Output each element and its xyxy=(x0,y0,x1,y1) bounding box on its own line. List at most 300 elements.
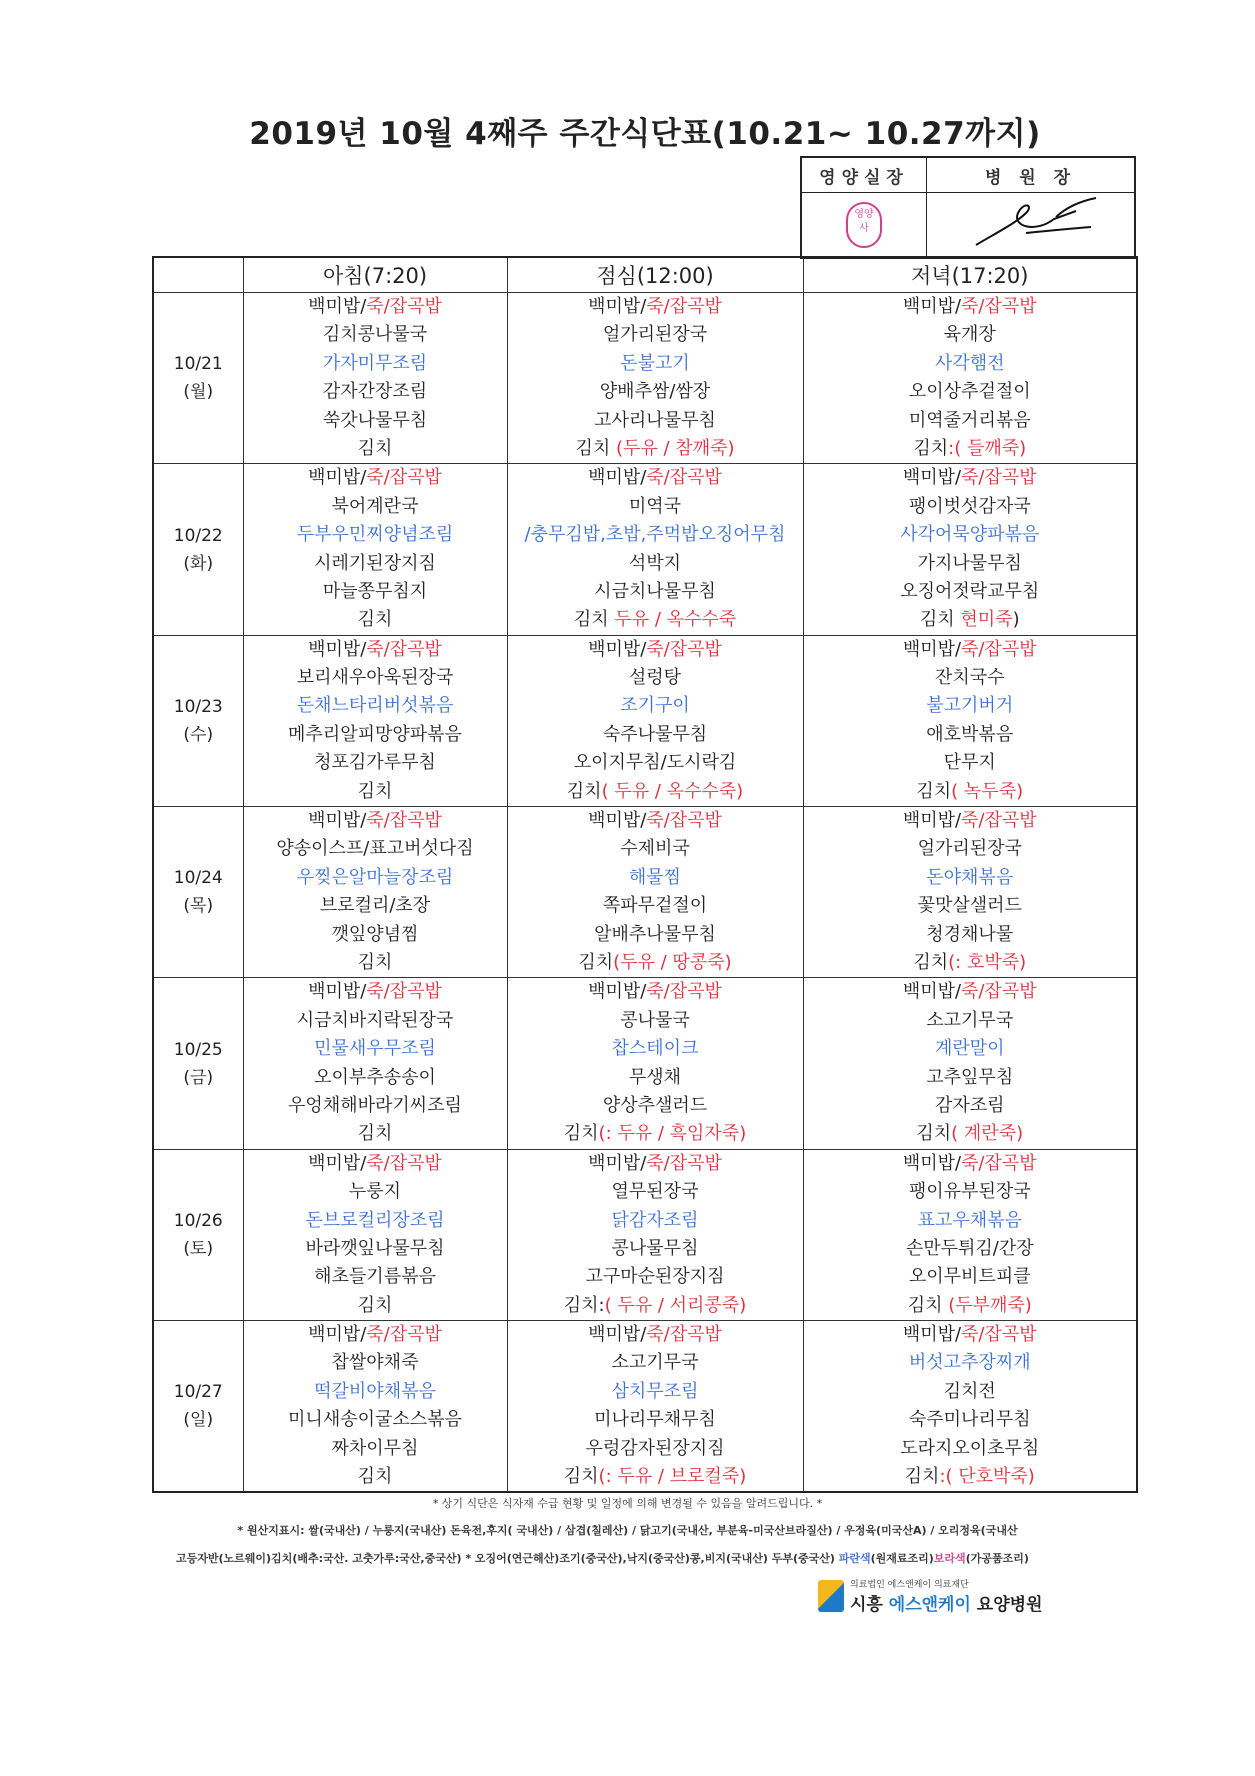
menu-item xyxy=(508,807,803,835)
day-date: 10/23 xyxy=(173,696,223,717)
menu-item-text: 조기구이 xyxy=(620,695,690,717)
menu-item xyxy=(508,835,803,863)
menu-item-text: 김치전 xyxy=(943,1380,996,1402)
breakfast-cell xyxy=(243,1321,507,1493)
menu-item xyxy=(804,1321,1137,1349)
hospital-logo xyxy=(818,1577,1043,1615)
menu-item-text: 해물찜 xyxy=(628,866,682,888)
menu-item xyxy=(244,1150,507,1178)
menu-item-text: 우엉채해바라기씨조림 xyxy=(288,1094,462,1116)
menu-item-text: 김치 xyxy=(357,780,393,802)
menu-item-text: 죽/잡곡밥 xyxy=(961,981,1037,1003)
menu-item xyxy=(804,464,1137,492)
menu-item-text: 팽이벗섯감자국 xyxy=(908,495,1031,517)
menu-item-text: 백미밥/ xyxy=(588,1152,647,1174)
menu-item-text: 애호박볶음 xyxy=(926,723,1014,745)
menu-item-text: 오징어젓락교무침 xyxy=(900,580,1040,602)
menu-item xyxy=(244,1178,507,1206)
menu-item-text: 꽃맛살샐러드 xyxy=(917,895,1022,917)
menu-item-text: 김치 xyxy=(913,437,949,459)
menu-item-text: 백미밥/ xyxy=(588,296,647,317)
day-date-cell xyxy=(153,807,243,978)
menu-item xyxy=(508,978,803,1006)
menu-item-text: 미역줄거리볶음 xyxy=(908,409,1031,431)
breakfast-cell xyxy=(243,807,507,978)
menu-item-text: 손만두튀김/간장 xyxy=(905,1237,1034,1259)
menu-item xyxy=(804,321,1137,349)
dinner-cell xyxy=(803,635,1137,806)
menu-item-text: 숙주미나리무침 xyxy=(908,1409,1031,1431)
menu-item-text: 청포김가루무침 xyxy=(314,752,436,774)
day-row xyxy=(153,293,1137,464)
approval-box xyxy=(800,156,1136,259)
day-weekday: (토) xyxy=(183,1238,214,1259)
menu-item xyxy=(244,1406,507,1434)
day-date-cell xyxy=(153,1149,243,1320)
menu-item-text: 김치 xyxy=(357,437,393,459)
breakfast-cell xyxy=(243,978,507,1149)
menu-item-text: 김치 xyxy=(575,437,616,459)
menu-item xyxy=(244,721,507,749)
day-weekday: (수) xyxy=(183,724,214,745)
menu-item-text: 도라지오이초무침 xyxy=(900,1437,1040,1459)
menu-item-text: 보리새우아욱된장국 xyxy=(296,667,454,689)
menu-item xyxy=(804,407,1137,435)
menu-item xyxy=(804,1092,1137,1120)
menu-item xyxy=(508,550,803,578)
menu-item xyxy=(508,1178,803,1206)
menu-item-text: 백미밥/ xyxy=(308,810,367,832)
menu-item-text: 백미밥/ xyxy=(308,638,367,660)
day-date-cell xyxy=(153,635,243,806)
menu-item-text: 양상추샐러드 xyxy=(602,1094,708,1116)
menu-item xyxy=(804,664,1137,692)
menu-item-text: 팽이유부된장국 xyxy=(908,1181,1031,1203)
menu-item xyxy=(804,636,1137,664)
menu-item xyxy=(508,1064,803,1092)
origin-text-2 xyxy=(176,1550,1029,1566)
notice-text: * 상기 식단은 식자재 수급 현황 및 일정에 의해 변경될 수 있음을 알려드립니다. * xyxy=(432,1497,823,1510)
hospital-logo-icon xyxy=(818,1580,844,1612)
menu-item xyxy=(804,378,1137,406)
menu-item-text: 백미밥/ xyxy=(588,638,647,660)
lunch-cell xyxy=(507,293,803,464)
menu-item-text: 무생채 xyxy=(628,1066,682,1088)
menu-item xyxy=(244,892,507,920)
menu-item-text: 사각햄전 xyxy=(934,352,1005,374)
menu-item-text: ( 계란죽) xyxy=(951,1123,1024,1145)
menu-item-text: 양송이스프/표고버섯다짐 xyxy=(276,838,474,860)
lunch-cell xyxy=(507,978,803,1149)
menu-item-text: 짜차이무침 xyxy=(331,1437,419,1459)
dinner-cell xyxy=(803,1149,1137,1320)
menu-item xyxy=(244,835,507,863)
menu-item-text: (: 두유 / 흑임자죽) xyxy=(598,1123,747,1145)
menu-item-text: ( 두유 / 서리콩죽) xyxy=(604,1294,747,1316)
menu-item xyxy=(804,749,1137,777)
menu-item-text: :( 들깨죽) xyxy=(948,437,1027,459)
menu-item xyxy=(508,578,803,606)
menu-item xyxy=(804,921,1137,949)
menu-item xyxy=(804,1378,1137,1406)
menu-item xyxy=(508,350,803,378)
menu-item-text: 백미밥/ xyxy=(588,467,647,489)
menu-item-text: 미니새송이굴소스볶음 xyxy=(288,1409,462,1431)
menu-item xyxy=(804,692,1137,720)
menu-item xyxy=(244,578,507,606)
day-weekday: (월) xyxy=(183,382,214,403)
menu-item xyxy=(508,321,803,349)
menu-item-text: 죽/잡곡밥 xyxy=(646,1324,722,1346)
menu-item-text: 두부우민찌양념조림 xyxy=(296,524,454,546)
menu-item-text: 백미밥/ xyxy=(902,1324,962,1346)
menu-item xyxy=(508,464,803,492)
menu-item xyxy=(508,1406,803,1434)
menu-item xyxy=(804,1292,1137,1320)
dietitian-stamp-cell xyxy=(801,193,927,259)
menu-item-text: 죽/잡곡밥 xyxy=(646,638,722,660)
menu-item xyxy=(244,664,507,692)
menu-item-text: 메추리알피망양파볶음 xyxy=(288,723,462,745)
menu-item-text: 두유 / 옥수수죽 xyxy=(614,609,737,631)
menu-item-text: ( 두유 / 옥수수죽) xyxy=(601,780,744,802)
menu-item xyxy=(508,692,803,720)
menu-item xyxy=(804,578,1137,606)
menu-item-text: 죽/잡곡밥 xyxy=(366,467,442,489)
menu-item xyxy=(244,378,507,406)
director-signature xyxy=(956,193,1106,253)
menu-item xyxy=(508,749,803,777)
menu-item-text: 백미밥/ xyxy=(308,1152,367,1174)
menu-item-text: 죽/잡곡밥 xyxy=(366,296,442,317)
menu-item-text: 백미밥/ xyxy=(902,981,962,1003)
menu-item xyxy=(508,521,803,549)
day-date: 10/21 xyxy=(173,354,223,375)
menu-item-text: 죽/잡곡밥 xyxy=(961,1152,1037,1174)
menu-item xyxy=(508,378,803,406)
menu-item xyxy=(244,1035,507,1063)
menu-item-text: 우렁감자된장지짐 xyxy=(585,1437,725,1459)
menu-table xyxy=(152,256,1138,1493)
menu-item xyxy=(244,807,507,835)
menu-item xyxy=(508,664,803,692)
page-title: 2019년 10월 4째주 주간식단표(10.21~ 10.27까지) xyxy=(249,116,1041,152)
menu-item xyxy=(244,1120,507,1148)
menu-item-text: :( 단호박죽) xyxy=(939,1466,1035,1488)
menu-item xyxy=(508,1321,803,1349)
menu-item-text: /충무김밥,초밥,주먹밥오징어무침 xyxy=(524,524,786,546)
menu-item-text: 콩나물무침 xyxy=(611,1237,699,1259)
legend-blue-desc: (원재료조리) xyxy=(870,1552,934,1565)
menu-item xyxy=(804,978,1137,1006)
hospital-name-accent: 에스앤케이 xyxy=(888,1595,971,1615)
menu-item xyxy=(508,407,803,435)
menu-item-text: 단무지 xyxy=(943,752,996,774)
menu-item-text: 고추잎무침 xyxy=(926,1066,1014,1088)
menu-item-text: 고사리나물무침 xyxy=(594,409,716,431)
menu-item xyxy=(804,1207,1137,1235)
menu-item xyxy=(244,321,507,349)
menu-item xyxy=(508,493,803,521)
menu-item xyxy=(508,1035,803,1063)
breakfast-header: 아침(7:20) xyxy=(243,257,507,293)
menu-item-text: 열무된장국 xyxy=(611,1181,699,1203)
menu-item xyxy=(804,1120,1137,1148)
menu-item-text: 오이상추겉절이 xyxy=(908,381,1031,403)
origin-text-2-main: 고등자반(노르웨이)김치(배추:국산. 고춧가루:국산,중국산) * 오징어(연근해산)조기(중국산),낙지(중국산)콩,비지(국내산) 두부(중국산) xyxy=(176,1552,839,1565)
menu-item-text: 얼가리된장국 xyxy=(917,838,1022,860)
menu-item-text: (: 호박죽) xyxy=(948,951,1027,973)
menu-item-text: 청경채나물 xyxy=(926,923,1014,945)
menu-item xyxy=(244,293,507,321)
breakfast-cell xyxy=(243,635,507,806)
menu-item-text: 숙주나물무침 xyxy=(602,723,708,745)
menu-item xyxy=(508,1263,803,1291)
menu-item xyxy=(804,1263,1137,1291)
menu-item-text: 죽/잡곡밥 xyxy=(646,296,722,317)
day-date: 10/27 xyxy=(173,1382,223,1403)
hospital-name-prefix: 시흥 xyxy=(850,1595,889,1615)
menu-item-text: 쑥갓나물무침 xyxy=(322,409,428,431)
day-row xyxy=(153,464,1137,635)
menu-item-text: 감자조림 xyxy=(934,1094,1005,1116)
menu-item-text: (두부깨죽) xyxy=(948,1294,1032,1316)
menu-item xyxy=(804,835,1137,863)
menu-item-text: 얼가리된장국 xyxy=(602,324,708,346)
menu-item-text: 감자간장조림 xyxy=(322,381,428,403)
day-row xyxy=(153,635,1137,806)
menu-item-text: 닭감자조림 xyxy=(611,1209,699,1231)
menu-item-text: 민물새우무조림 xyxy=(314,1038,436,1060)
menu-item-text: 돈브로컬리장조림 xyxy=(305,1209,445,1231)
menu-item xyxy=(508,921,803,949)
menu-item-text: 죽/잡곡밥 xyxy=(961,296,1037,317)
menu-item xyxy=(804,350,1137,378)
menu-item-text: 미나리무채무침 xyxy=(594,1409,716,1431)
day-row xyxy=(153,978,1137,1149)
day-date: 10/26 xyxy=(173,1210,223,1231)
menu-item xyxy=(508,1092,803,1120)
day-date: 10/22 xyxy=(173,525,223,546)
menu-item xyxy=(804,435,1137,463)
menu-item-text: 바라깻잎나물무침 xyxy=(305,1237,445,1259)
menu-item xyxy=(804,1150,1137,1178)
menu-item-text: 백미밥/ xyxy=(588,981,647,1003)
menu-item-text: 오이지무침/도시락김 xyxy=(573,752,737,774)
hospital-name xyxy=(850,1590,1043,1615)
menu-item-text: 삼치무조림 xyxy=(611,1380,699,1402)
menu-item xyxy=(804,1007,1137,1035)
day-date-cell xyxy=(153,464,243,635)
menu-item-text: 해초들기름볶음 xyxy=(314,1266,436,1288)
day-date: 10/24 xyxy=(173,868,223,889)
day-row xyxy=(153,1321,1137,1493)
menu-item-text: 미역국 xyxy=(628,495,682,517)
menu-item-text: 육개장 xyxy=(943,324,996,346)
menu-item xyxy=(508,1435,803,1463)
day-date-cell xyxy=(153,293,243,464)
dinner-header: 저녁(17:20) xyxy=(803,257,1137,293)
menu-item-text: (두유 / 참깨죽) xyxy=(616,437,735,459)
menu-item-text: 양배추쌈/쌈장 xyxy=(599,381,711,403)
menu-item-text: 현미죽 xyxy=(960,609,1013,631)
menu-item-text: 콩나물국 xyxy=(620,1009,690,1031)
menu-item-text: 김치 xyxy=(919,609,961,631)
menu-item xyxy=(244,921,507,949)
menu-item xyxy=(244,1321,507,1349)
menu-item-text: 마늘쫑무침지 xyxy=(322,580,428,602)
menu-item-text: 오이무비트피클 xyxy=(908,1266,1031,1288)
menu-item-text: 계란말이 xyxy=(934,1038,1005,1060)
menu-item xyxy=(804,1235,1137,1263)
breakfast-cell xyxy=(243,293,507,464)
menu-item-text: (두유 / 땅콩죽) xyxy=(613,951,732,973)
menu-item xyxy=(508,1292,803,1320)
menu-item xyxy=(508,1120,803,1148)
menu-item xyxy=(508,1150,803,1178)
menu-item xyxy=(244,692,507,720)
menu-item-text: 소고기무국 xyxy=(926,1009,1014,1031)
day-date: 10/25 xyxy=(173,1039,223,1060)
menu-item xyxy=(508,1207,803,1235)
corner-header xyxy=(153,257,243,293)
menu-item xyxy=(508,778,803,806)
menu-item xyxy=(804,807,1137,835)
menu-item xyxy=(508,1235,803,1263)
menu-item-text: 알배추나물무침 xyxy=(594,923,716,945)
menu-item-text: 김치 xyxy=(357,951,393,973)
dietitian-label: 영양실장 xyxy=(801,157,927,193)
menu-item-text: 가자미무조림 xyxy=(322,352,428,374)
legend-pink-desc: (가공품조리) xyxy=(965,1552,1029,1565)
hospital-subtitle: 의료법인 에스앤케이 의료재단 xyxy=(850,1580,969,1590)
menu-item xyxy=(244,636,507,664)
lunch-cell xyxy=(507,464,803,635)
menu-item-text: 김치 xyxy=(916,1123,952,1145)
menu-item xyxy=(244,493,507,521)
menu-item xyxy=(244,1064,507,1092)
menu-item-text: 백미밥/ xyxy=(308,981,367,1003)
breakfast-cell xyxy=(243,1149,507,1320)
dietitian-stamp: 영양 사 xyxy=(846,202,882,248)
menu-body xyxy=(153,293,1137,1493)
menu-item-text: 백미밥/ xyxy=(588,1324,647,1346)
menu-item-text: 깻잎양념찜 xyxy=(331,923,419,945)
menu-item xyxy=(244,1263,507,1291)
director-label: 병 원 장 xyxy=(927,157,1136,193)
day-row xyxy=(153,807,1137,978)
menu-item-text: 가지나물무침 xyxy=(917,552,1022,574)
menu-item xyxy=(244,949,507,977)
menu-item-text: 백미밥/ xyxy=(902,467,962,489)
menu-item-text: 돈채느타리버섯볶음 xyxy=(296,695,454,717)
menu-item-text: 시레기된장지짐 xyxy=(314,552,436,574)
menu-item xyxy=(244,1207,507,1235)
menu-item-text: 김치 xyxy=(578,951,614,973)
menu-item xyxy=(804,493,1137,521)
menu-item-text: 사각어묵양파볶음 xyxy=(900,524,1040,546)
dinner-cell xyxy=(803,978,1137,1149)
menu-item-text: 오이부추송송이 xyxy=(314,1066,436,1088)
menu-item-text: 백미밥/ xyxy=(902,810,962,832)
day-date-cell xyxy=(153,1321,243,1493)
menu-item-text: 버섯고추장찌개 xyxy=(908,1352,1031,1374)
menu-item-text: 석박지 xyxy=(628,552,682,574)
menu-item xyxy=(244,1092,507,1120)
menu-item-text: 죽/잡곡밥 xyxy=(366,810,442,832)
menu-item-text: 김치 xyxy=(907,1294,949,1316)
menu-item-text: 김치 xyxy=(357,609,393,631)
menu-item xyxy=(244,464,507,492)
menu-item xyxy=(508,721,803,749)
menu-item-text: 찹쌀야채죽 xyxy=(331,1352,419,1374)
dinner-cell xyxy=(803,1321,1137,1493)
menu-item xyxy=(508,636,803,664)
menu-item xyxy=(804,606,1137,634)
menu-item-text: 죽/잡곡밥 xyxy=(366,1152,442,1174)
menu-item xyxy=(508,1349,803,1377)
menu-item-text: 죽/잡곡밥 xyxy=(646,981,722,1003)
menu-item-text: 북어계란국 xyxy=(331,495,419,517)
menu-item xyxy=(244,550,507,578)
lunch-cell xyxy=(507,635,803,806)
menu-item-text: 죽/잡곡밥 xyxy=(646,1152,722,1174)
menu-item-text: 김치 xyxy=(913,951,949,973)
legend-pink: 보라색 xyxy=(933,1552,966,1565)
menu-item-text: 김치 xyxy=(357,1123,393,1145)
menu-item xyxy=(804,1406,1137,1434)
menu-item-text: 백미밥/ xyxy=(308,296,367,317)
menu-item xyxy=(804,864,1137,892)
director-signature-cell xyxy=(927,193,1136,259)
menu-item xyxy=(804,1349,1137,1377)
menu-item xyxy=(244,521,507,549)
menu-item-text: 죽/잡곡밥 xyxy=(961,638,1037,660)
menu-item xyxy=(244,1349,507,1377)
lunch-cell xyxy=(507,807,803,978)
menu-item xyxy=(244,1435,507,1463)
menu-item-text: 죽/잡곡밥 xyxy=(961,1324,1037,1346)
menu-item xyxy=(244,1007,507,1035)
menu-item xyxy=(508,864,803,892)
menu-item xyxy=(804,892,1137,920)
day-row xyxy=(153,1149,1137,1320)
menu-item xyxy=(804,721,1137,749)
menu-item-text: 돈불고기 xyxy=(620,352,690,374)
menu-item-text: 소고기무국 xyxy=(611,1352,699,1374)
menu-item-text: 죽/잡곡밥 xyxy=(646,467,722,489)
day-weekday: (화) xyxy=(183,553,214,574)
menu-item xyxy=(244,749,507,777)
menu-item-text: ) xyxy=(1012,609,1020,631)
legend-blue: 파란색 xyxy=(838,1552,871,1565)
menu-item-text: 김치 xyxy=(566,780,602,802)
menu-item xyxy=(244,606,507,634)
menu-item xyxy=(244,778,507,806)
menu-item-text: 잔치국수 xyxy=(934,667,1005,689)
menu-item-text: 브로컬리/초장 xyxy=(319,895,431,917)
menu-item xyxy=(508,1007,803,1035)
menu-item xyxy=(804,1064,1137,1092)
menu-item xyxy=(804,778,1137,806)
menu-item-text: 김치 xyxy=(563,1123,599,1145)
menu-item-text: 백미밥/ xyxy=(308,1324,367,1346)
menu-item-text: 떡갈비야채볶음 xyxy=(314,1380,436,1402)
menu-item-text: 백미밥/ xyxy=(902,1152,962,1174)
menu-item-text: 김치 xyxy=(357,1466,393,1488)
menu-item-text: (: 두유 / 브로컬죽) xyxy=(598,1466,747,1488)
origin-text: * 원산지표시: 쌀(국내산) / 누룽지(국내산) 돈육전,후지( 국내산) / 삼겹(칠레산) / 닭고기(국내산, 부분육-미국산브라질산) / 우정육(미국산A) / 오리정육(국내산 xyxy=(237,1524,1018,1537)
